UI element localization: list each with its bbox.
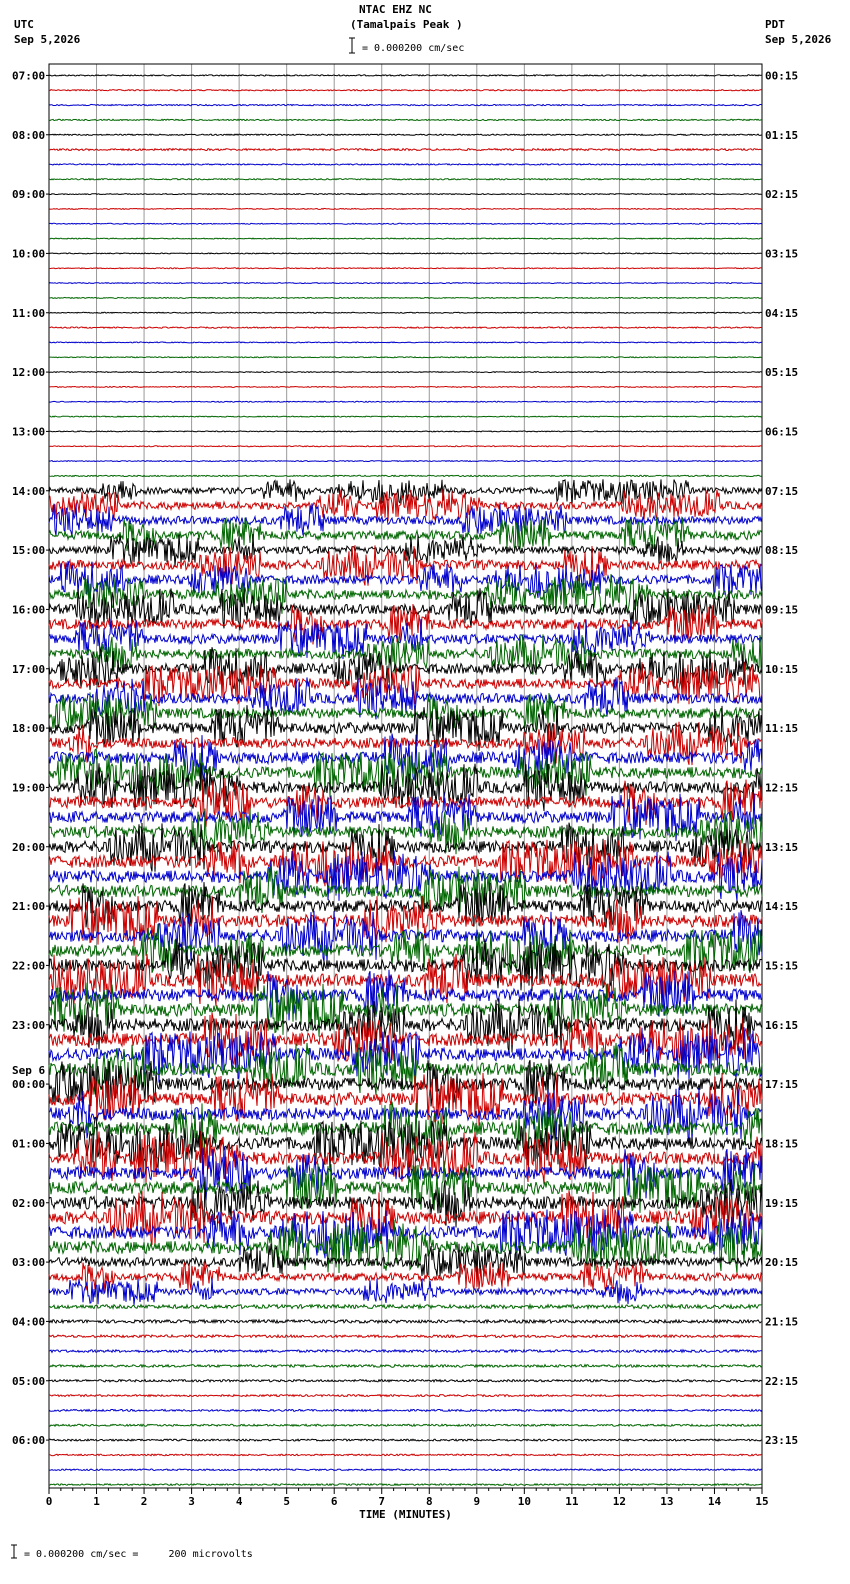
- right-hour-label: 20:15: [765, 1256, 799, 1270]
- left-hour-label: 11:00: [12, 306, 46, 320]
- seismic-trace-2: [49, 90, 762, 91]
- right-hour-label: 07:15: [765, 484, 799, 498]
- seismic-trace-6: [49, 149, 762, 151]
- left-hour-label: 12:00: [12, 366, 46, 380]
- scale-label: = 0.000200 cm/sec: [362, 43, 465, 54]
- footer-scale-bar-icon: [11, 1545, 17, 1558]
- seismic-trace-23: [49, 401, 762, 402]
- left-hour-label: 05:00: [12, 1374, 46, 1388]
- left-hour-label: 15:00: [12, 544, 46, 558]
- left-hour-label: 00:00: [12, 1078, 46, 1092]
- seismic-trace-9: [49, 194, 762, 195]
- seismic-trace-88: [49, 1365, 762, 1368]
- right-hour-label: 16:15: [765, 1018, 799, 1032]
- seismic-trace-4: [49, 119, 762, 120]
- seismic-trace-17: [49, 312, 762, 313]
- footer-scale-note: = 0.000200 cm/sec = 200 microvolts: [24, 1549, 253, 1560]
- right-hour-label: 12:15: [765, 781, 799, 795]
- x-tick-label: 13: [660, 1495, 674, 1508]
- right-hour-label: 01:15: [765, 128, 799, 142]
- left-hour-label: 03:00: [12, 1256, 46, 1270]
- left-hour-label: 10:00: [12, 247, 46, 261]
- seismic-trace-15: [49, 283, 762, 284]
- seismic-trace-24: [49, 416, 762, 417]
- x-tick-label: 14: [707, 1495, 722, 1508]
- left-hour-label: 07:00: [12, 69, 46, 83]
- left-hour-label: 08:00: [12, 128, 46, 142]
- seismic-trace-5: [49, 134, 762, 135]
- seismic-trace-18: [49, 327, 762, 328]
- x-tick-label: 15: [755, 1495, 769, 1508]
- left-hour-label: 13:00: [12, 425, 46, 439]
- seismic-trace-95: [49, 1469, 762, 1471]
- right-hour-label: 00:15: [765, 69, 799, 83]
- right-hour-label: 09:15: [765, 603, 799, 617]
- seismic-trace-92: [49, 1424, 762, 1426]
- seismic-trace-10: [49, 208, 762, 209]
- right-hour-label: 05:15: [765, 366, 799, 380]
- seismic-trace-11: [49, 223, 762, 224]
- x-tick-label: 8: [425, 1495, 433, 1508]
- seismic-trace-26: [49, 446, 762, 447]
- seismic-trace-14: [49, 268, 762, 269]
- x-tick-label: 6: [330, 1495, 338, 1508]
- left-hour-label: 21:00: [12, 900, 46, 914]
- x-tick-label: 2: [140, 1495, 148, 1508]
- right-hour-label: 19:15: [765, 1196, 799, 1210]
- right-hour-label: 06:15: [765, 425, 799, 439]
- left-hour-label: 19:00: [12, 781, 46, 795]
- seismic-trace-13: [49, 253, 762, 254]
- right-hour-label: 21:15: [765, 1315, 799, 1329]
- seismic-trace-22: [49, 386, 762, 387]
- left-timezone: UTC: [14, 18, 34, 31]
- x-tick-label: 5: [283, 1495, 290, 1508]
- seismic-trace-86: [49, 1335, 762, 1338]
- right-hour-label: 18:15: [765, 1137, 799, 1151]
- seismic-trace-16: [49, 297, 762, 298]
- right-hour-label: 23:15: [765, 1434, 799, 1448]
- scale-bar-icon: [349, 38, 355, 53]
- seismic-trace-21: [49, 372, 762, 373]
- seismic-trace-36: [49, 574, 762, 614]
- right-timezone: PDT: [765, 18, 785, 31]
- right-hour-label: 02:15: [765, 188, 799, 202]
- right-hour-label: 10:15: [765, 662, 799, 676]
- station-title: NTAC EHZ NC: [359, 3, 432, 16]
- right-hour-label: 17:15: [765, 1078, 799, 1092]
- left-hour-label: 22:00: [12, 959, 46, 973]
- right-hour-label: 08:15: [765, 544, 799, 558]
- left-hour-label: 18:00: [12, 722, 46, 736]
- seismic-trace-84: [49, 1305, 762, 1309]
- left-hour-label: 01:00: [12, 1137, 46, 1151]
- right-hour-label: 04:15: [765, 306, 799, 320]
- x-tick-label: 1: [93, 1495, 100, 1508]
- seismic-trace-12: [49, 238, 762, 239]
- left-hour-label: 20:00: [12, 840, 46, 854]
- seismic-trace-3: [49, 104, 762, 105]
- x-tick-label: 4: [235, 1495, 243, 1508]
- right-hour-label: 03:15: [765, 247, 799, 261]
- right-date: Sep 5,2026: [765, 33, 832, 46]
- x-tick-label: 7: [378, 1495, 386, 1508]
- seismic-trace-89: [49, 1380, 762, 1382]
- seismic-trace-91: [49, 1410, 762, 1412]
- left-hour-label: 16:00: [12, 603, 46, 617]
- seismic-trace-20: [49, 357, 762, 358]
- left-hour-label: 14:00: [12, 484, 46, 498]
- right-hour-label: 15:15: [765, 959, 799, 973]
- x-tick-label: 12: [612, 1495, 627, 1508]
- right-hour-label: 11:15: [765, 722, 799, 736]
- left-hour-label: 06:00: [12, 1434, 46, 1448]
- left-hour-label: 17:00: [12, 662, 46, 676]
- seismic-trace-1: [49, 75, 762, 76]
- x-tick-label: 11: [565, 1495, 579, 1508]
- seismic-trace-25: [49, 431, 762, 432]
- right-hour-label: 14:15: [765, 900, 799, 914]
- left-hour-label: 04:00: [12, 1315, 46, 1329]
- seismic-trace-28: [49, 475, 762, 476]
- seismic-trace-90: [49, 1395, 762, 1397]
- x-tick-label: 0: [45, 1495, 53, 1508]
- x-tick-label: 9: [473, 1495, 481, 1508]
- left-hour-label: 09:00: [12, 188, 46, 202]
- right-hour-label: 13:15: [765, 840, 799, 854]
- seismic-trace-93: [49, 1439, 762, 1441]
- left-date: Sep 5,2026: [14, 33, 81, 46]
- left-hour-label: 23:00: [12, 1018, 46, 1032]
- seismic-trace-85: [49, 1320, 762, 1323]
- seismic-trace-8: [49, 179, 762, 180]
- seismic-trace-94: [49, 1454, 762, 1456]
- seismic-trace-83: [49, 1279, 762, 1306]
- seismic-trace-7: [49, 164, 762, 165]
- date-change-label: Sep 6: [12, 1064, 46, 1078]
- seismic-trace-30: [49, 489, 762, 521]
- x-tick-label: 3: [188, 1495, 195, 1508]
- right-hour-label: 22:15: [765, 1374, 799, 1388]
- x-tick-label: 10: [517, 1495, 531, 1508]
- seismic-trace-96: [49, 1484, 762, 1486]
- station-location: (Tamalpais Peak ): [350, 18, 463, 31]
- seismic-trace-87: [49, 1350, 762, 1353]
- x-axis-label: TIME (MINUTES): [359, 1508, 452, 1521]
- left-hour-label: 02:00: [12, 1196, 46, 1210]
- seismic-trace-19: [49, 342, 762, 343]
- seismic-trace-27: [49, 461, 762, 462]
